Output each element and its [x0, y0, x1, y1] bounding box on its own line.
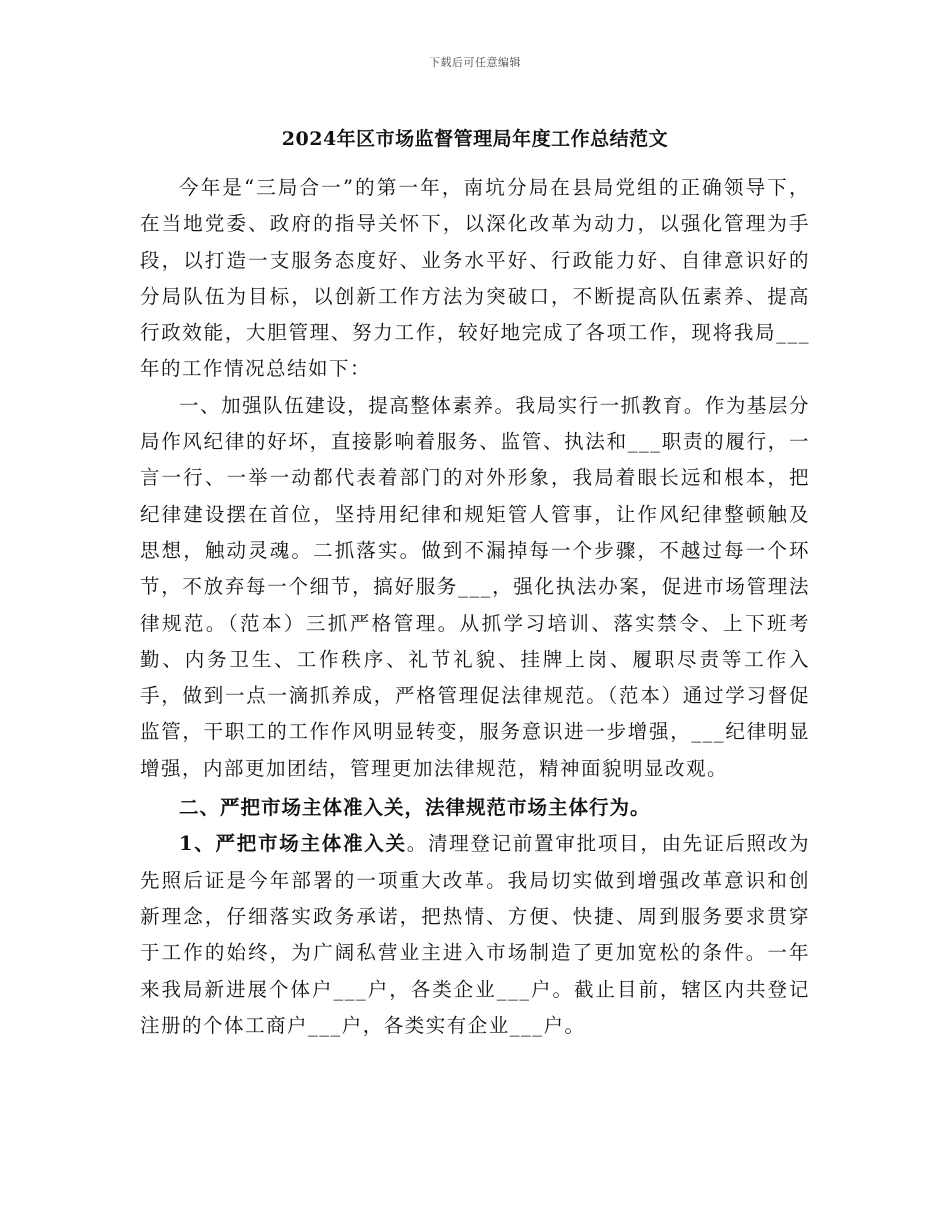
header-note: 下载后可任意编辑 — [429, 56, 521, 69]
section-heading-2: 二、严把市场主体准入关，法律规范市场主体行为。 — [179, 796, 651, 820]
paragraph-lead-bold: 1、严把市场主体准入关 — [179, 832, 407, 856]
paragraph-market-access — [140, 826, 810, 1044]
paragraph-team-building: 一、加强队伍建设，提高整体素养。我局实行一抓教育。作为基层分局作风纪律的好坏，直接影响着服务、监管、执法和___职责的履行，一言一行、一举一动都代表着部门的对外形象，我局着眼长远和根本，把纪律建设摆在首位，坚持用纪律和规矩管人管事，让作风纪律整顿触及思想，触动灵魂。二抓落实。做到不漏掉每一个步骤，不越过每一个环节，不放弃每一个细节，搞好服务___，强化执法办案，促进市场管理法律规范。（范本）三抓严格管理。从抓学习培训、落实禁令、上下班考勤、内务卫生、工作秩序、礼节礼貌、挂牌上岗、履职尽责等工作入手，做到一点一滴抓养成，严格管理促法律规范。（范本）通过学习督促监管，干职工的工作作风明显转变，服务意识进一步增强，___纪律明显增强，内部更加团结，管理更加法律规范，精神面貌明显改观。 — [140, 393, 810, 780]
document-title: 2024年区市场监督管理局年度工作总结范文 — [281, 128, 669, 150]
document-body — [140, 170, 810, 1044]
paragraph-intro: 今年是“三局合一”的第一年，南坑分局在县局党组的正确领导下，在当地党委、政府的指导关怀下，以深化改革为动力，以强化管理为手段，以打造一支服务态度好、业务水平好、行政能力好、自律意识好的分局队伍为目标，以创新工作方法为突破口，不断提高队伍素养、提高行政效能，大胆管理、努力工作，较好地完成了各项工作，现将我局___年的工作情况总结如下： — [140, 176, 810, 381]
paragraph-market-access-text: 。清理登记前置审批项目，由先证后照改为先照后证是今年部署的一项重大改革。我局切实做到增强改革意识和创新理念，仔细落实政务承诺，把热情、方便、快捷、周到服务要求贯穿于工作的始终，为广阔私营业主进入市场制造了更加宽松的条件。一年来我局新进展个体户___户，各类企业___户。截止目前，辖区内共登记注册的个体工商户___户，各类实有企业___户。 — [140, 832, 810, 1037]
